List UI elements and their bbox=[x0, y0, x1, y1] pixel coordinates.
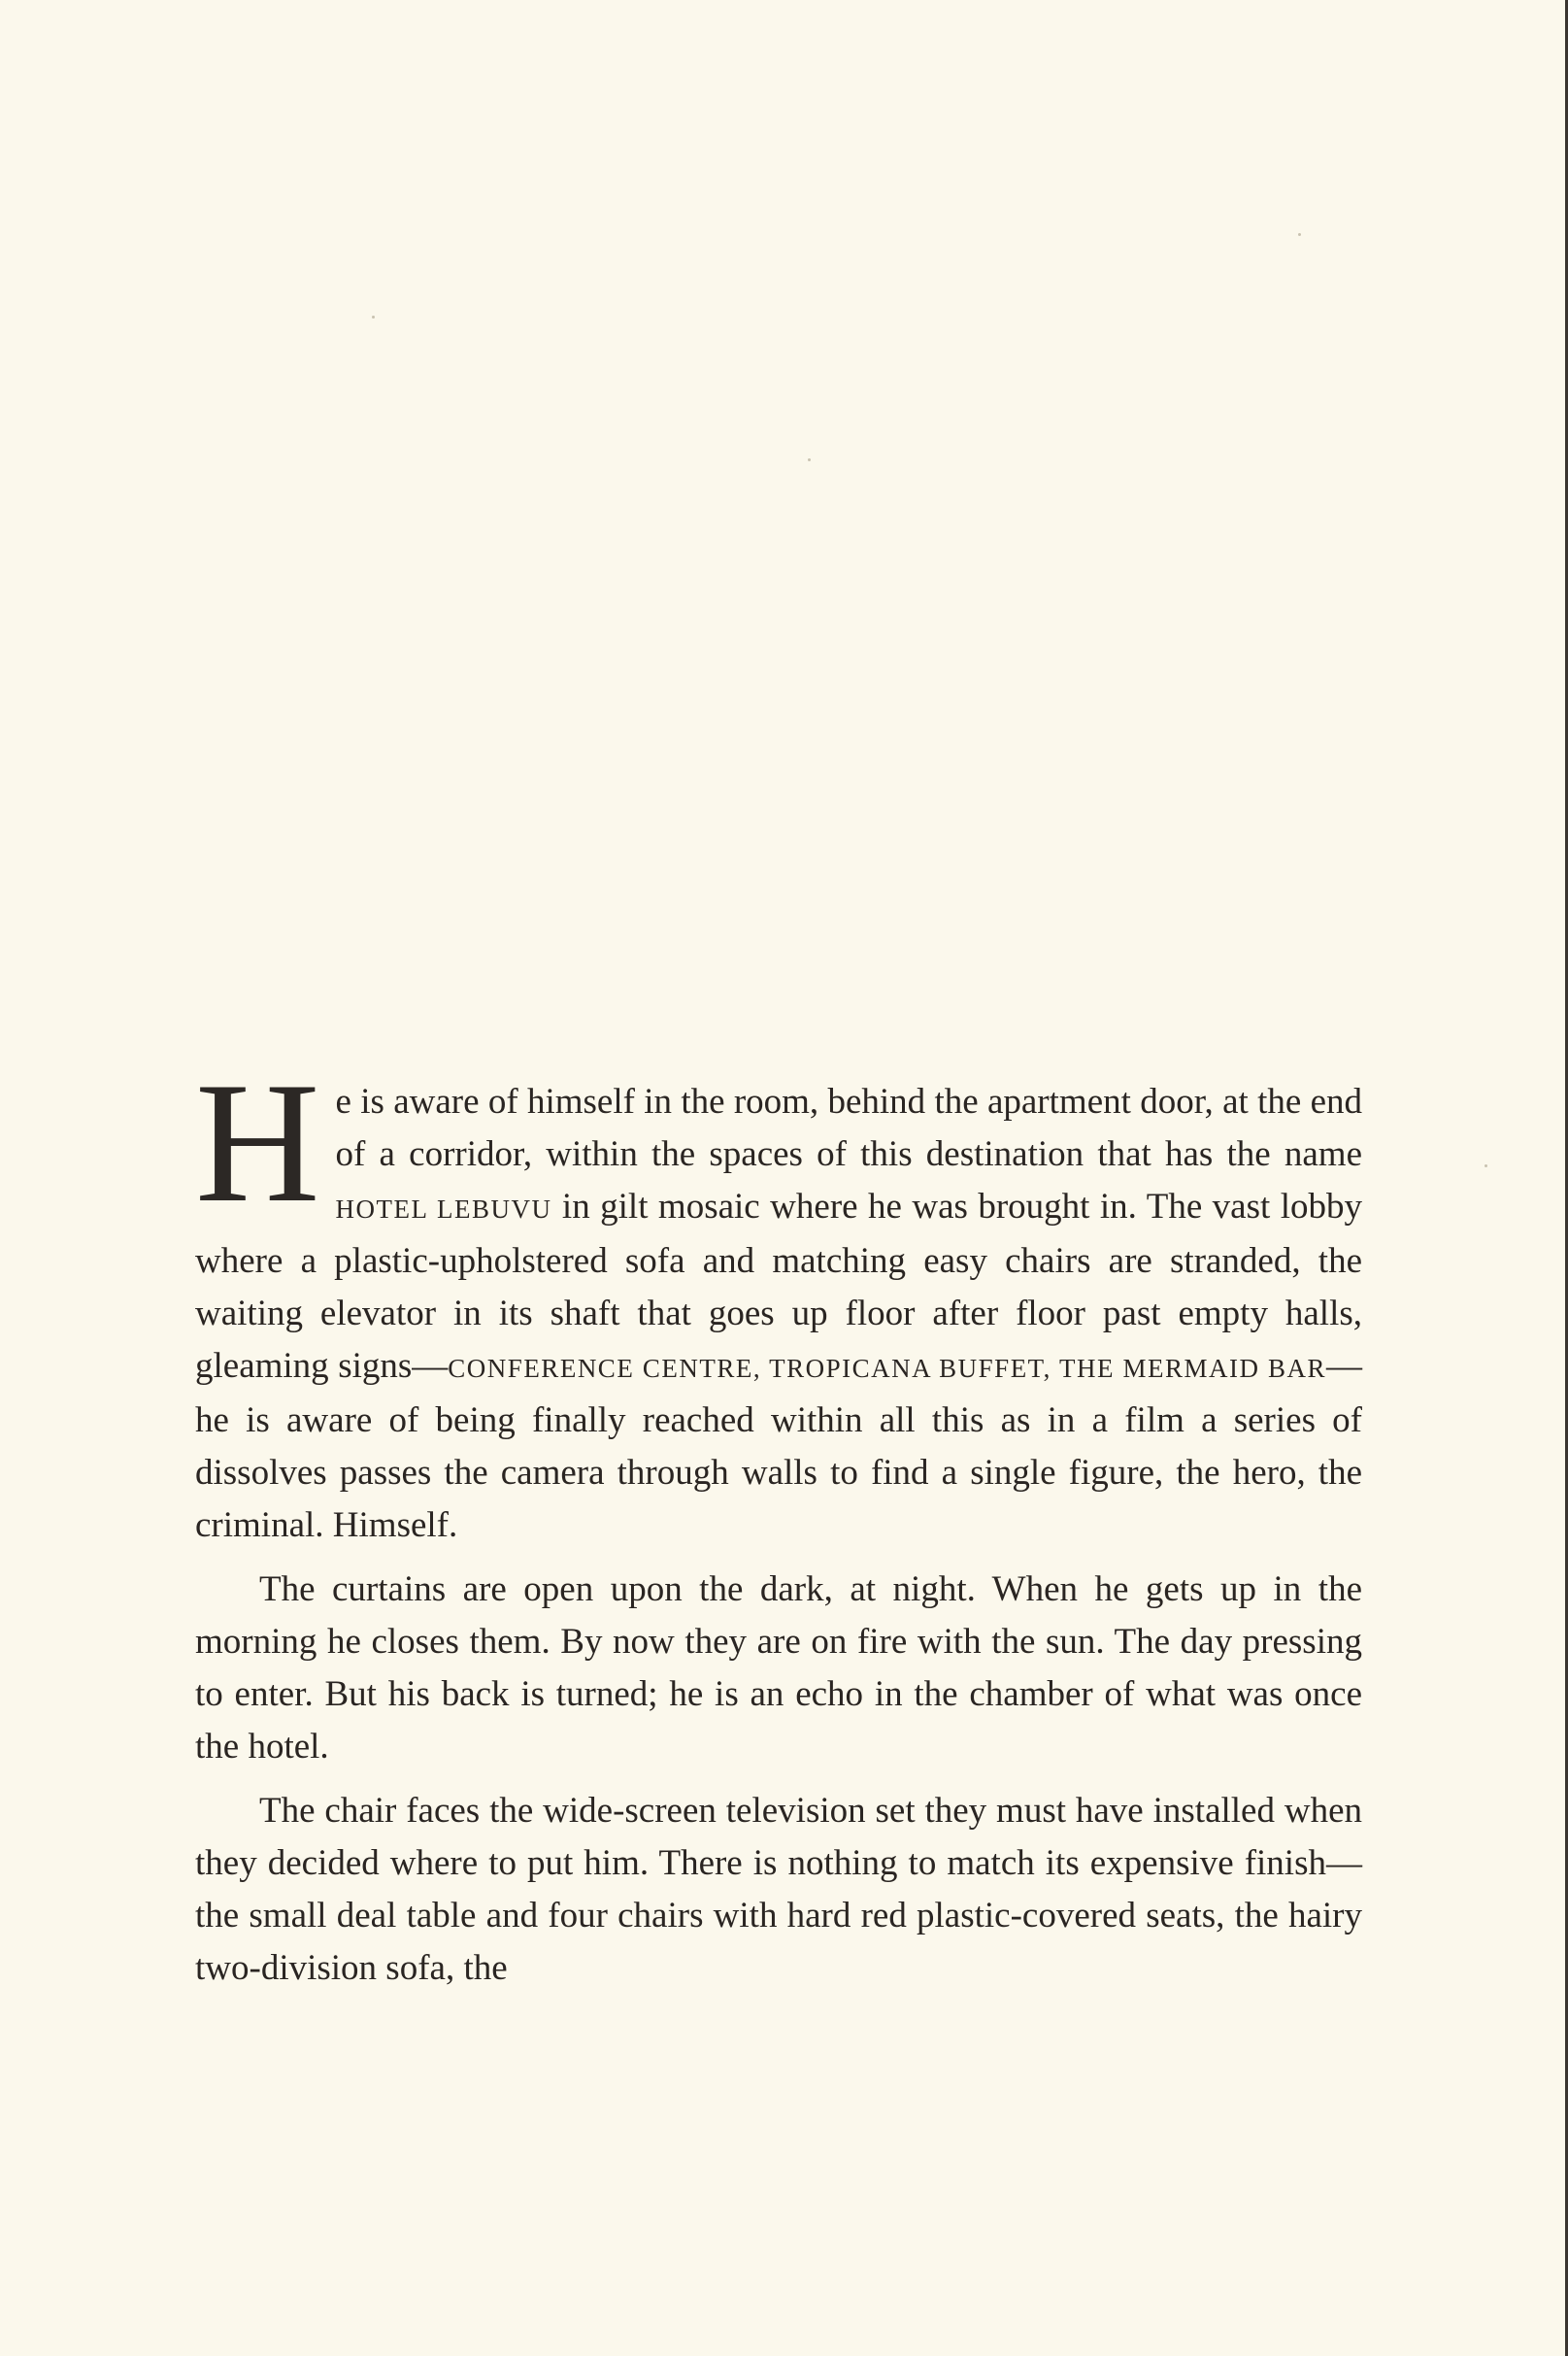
chapter-text bbox=[195, 1046, 1363, 2006]
paragraph-1-text: e is aware of himself in the room, behind the apartment door, at the end of a corridor, within the spaces of this destination that has the name bbox=[335, 1082, 1362, 1174]
paragraph-2: The curtains are open upon the dark, at night. When he gets up in the morning he closes them. By now they are on fire with the sun. The day pressing to enter. But his back is turned; he is an echo in the chamber of what was once the hotel. bbox=[195, 1569, 1362, 1767]
paragraph-1-text: —he is aware of being finally reached within all this as in a film a series of dissolves passes the camera through walls to find a single figure, the hero, the criminal. Himself. bbox=[195, 1346, 1362, 1545]
paper-speck bbox=[1485, 1164, 1487, 1167]
drop-cap: H bbox=[195, 1046, 320, 1238]
paper-speck bbox=[808, 458, 811, 461]
paragraph-3: The chair faces the wide-screen television set they must have installed when they decided where to put him. There is nothing to match its expensive finish—the small deal table and four chairs with hard red plastic-covered seats, the hairy two-division sofa, the bbox=[195, 1791, 1362, 1988]
paper-speck bbox=[1298, 233, 1301, 236]
paragraph-1 bbox=[195, 1046, 1363, 1552]
paragraph-1-text: in gilt mosaic where he was brought in. The vast lobby where a plastic-upholstered sofa and matching easy chairs are stranded, the waiting elevator in its shaft that goes up floor after floor past empty halls, gleaming signs— bbox=[195, 1187, 1363, 1386]
paper-speck bbox=[372, 316, 375, 319]
hotel-signs: CONFERENCE CENTRE, TROPICANA BUFFET, THE MERMAID BAR bbox=[448, 1354, 1326, 1383]
hotel-name: HOTEL LEBUVU bbox=[335, 1195, 552, 1224]
